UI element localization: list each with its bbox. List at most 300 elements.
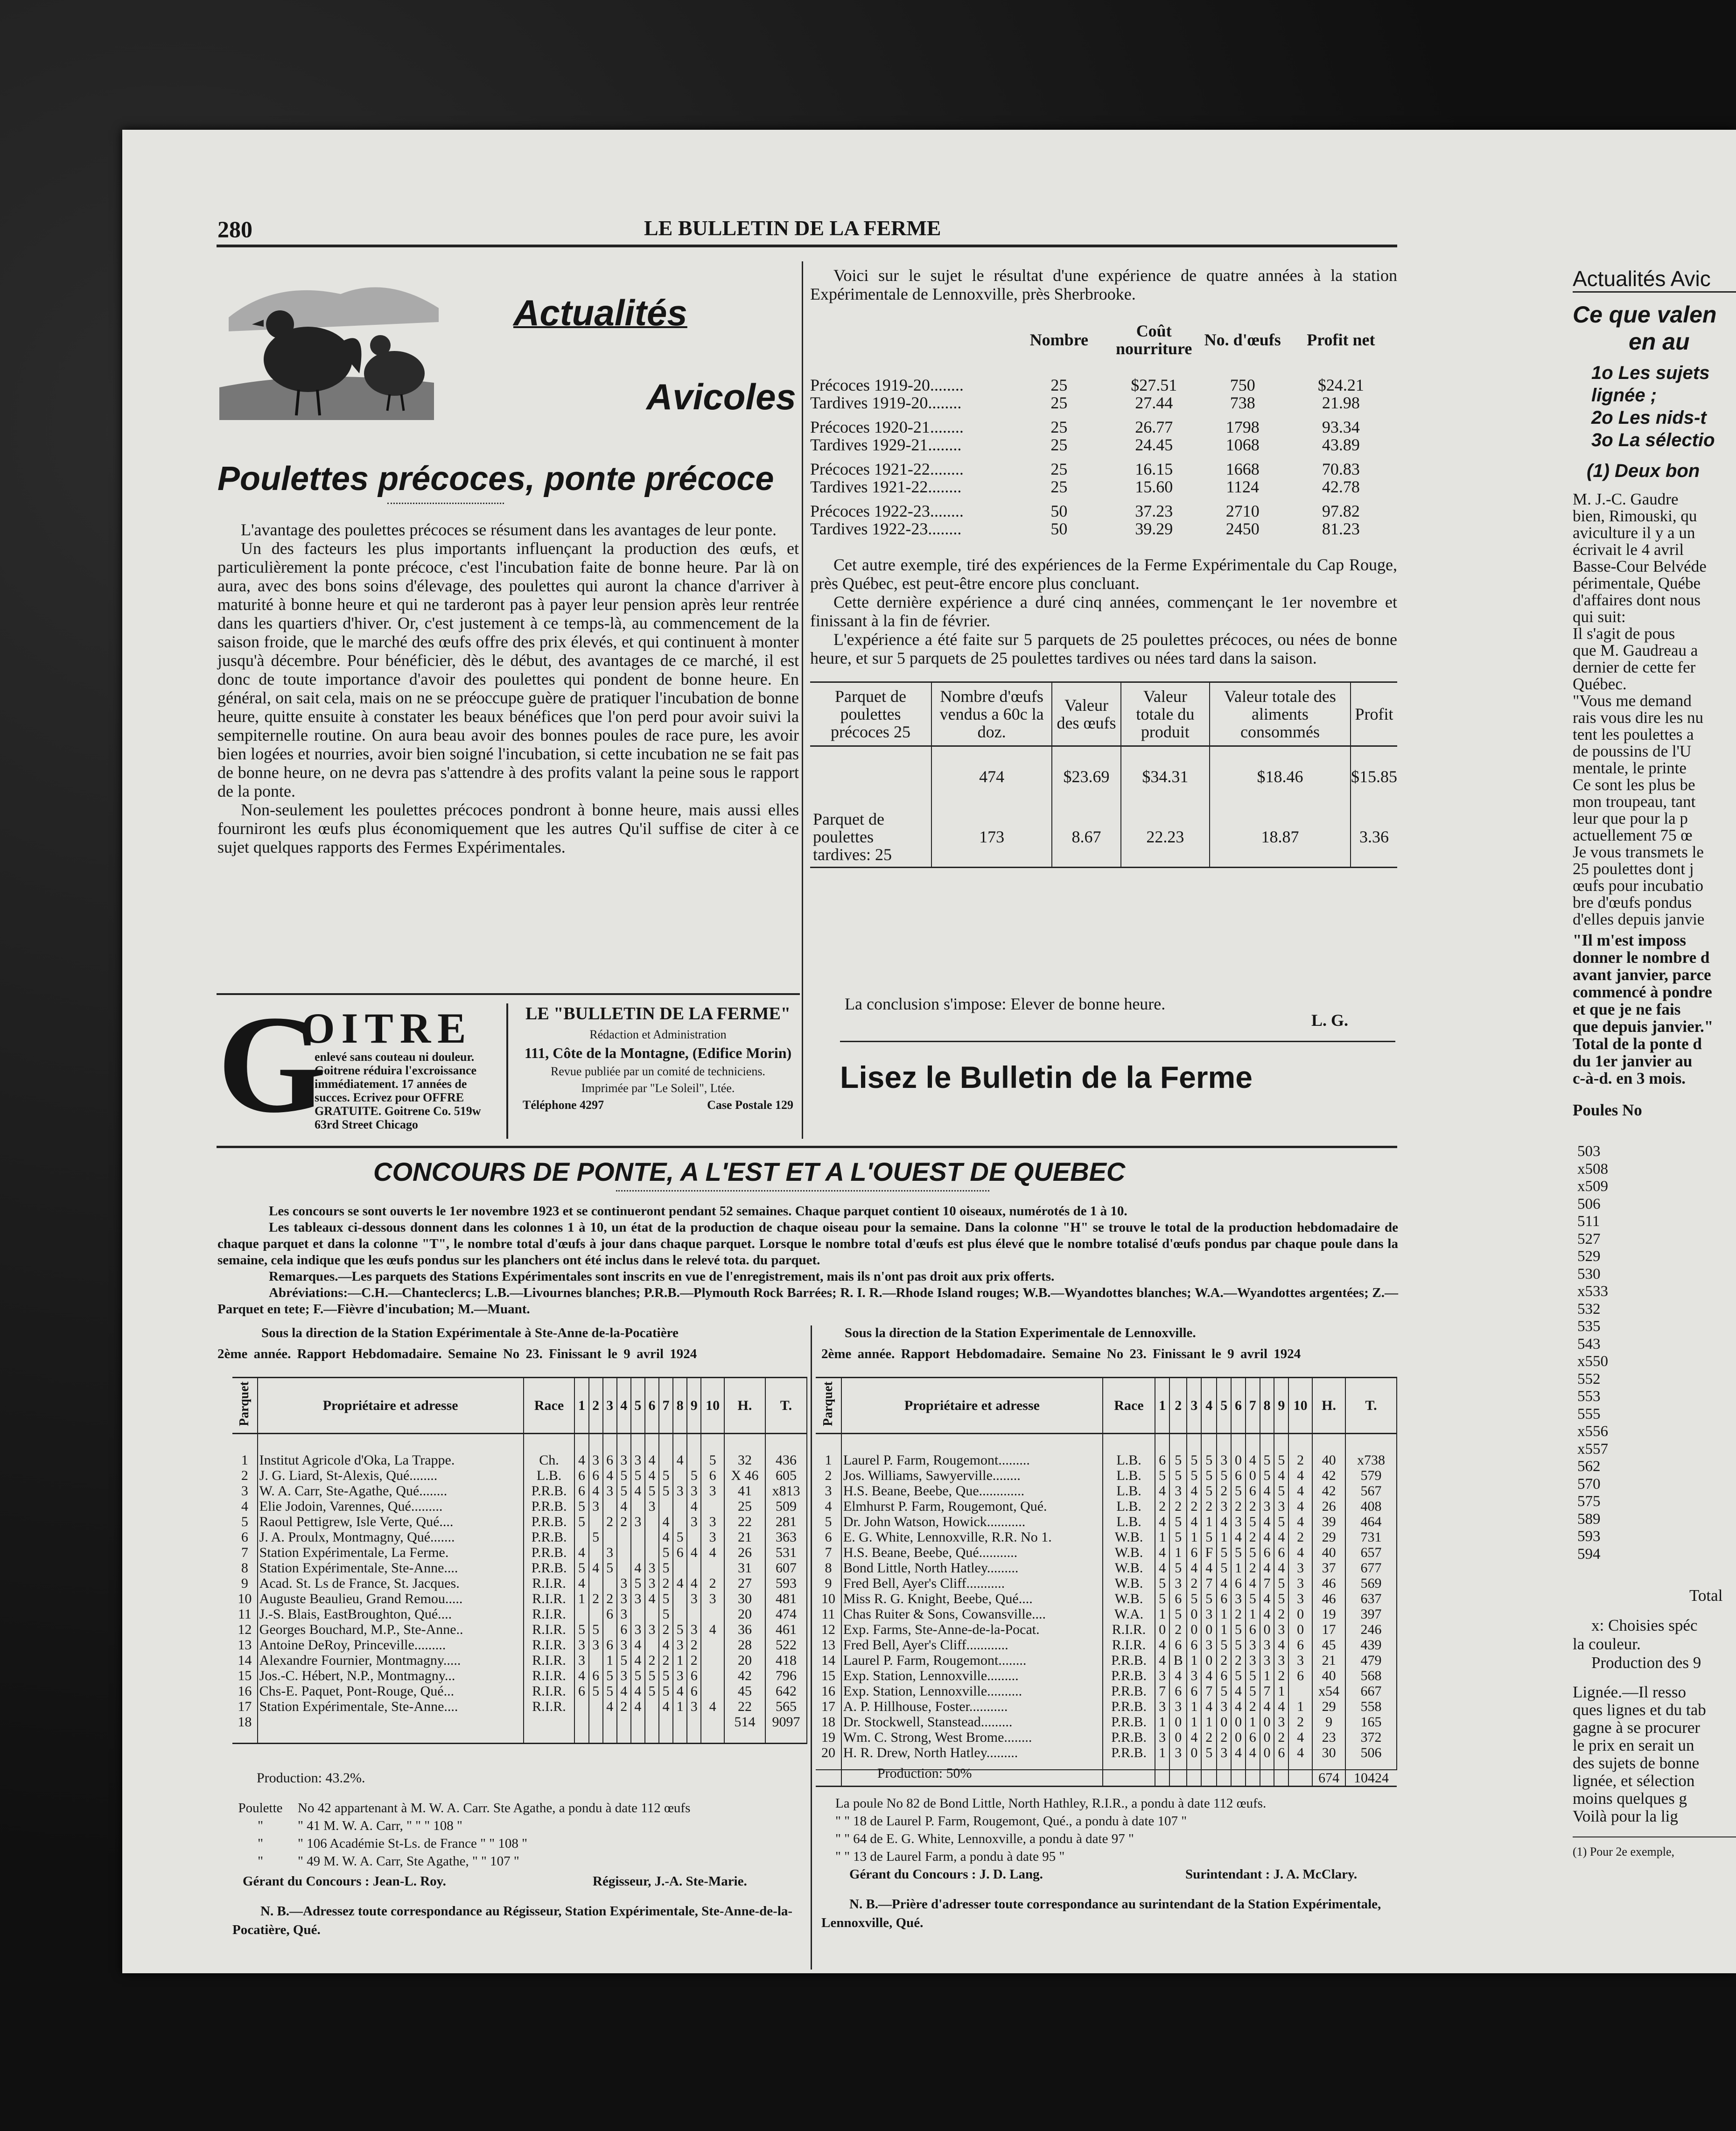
lennox-cell: Tardives 1921-22........: [810, 477, 962, 496]
adj-lignee-line: Lignée.—Il resso: [1573, 1683, 1686, 1701]
table-cell: 46: [1312, 1576, 1345, 1591]
table-cell: 2: [1217, 1730, 1231, 1745]
table-cell: 4: [631, 1483, 645, 1499]
table-row: [232, 1514, 807, 1529]
table-cell: [645, 1545, 659, 1560]
table-cell: 30: [724, 1591, 765, 1606]
table-cell: 3: [574, 1653, 588, 1668]
table-cell: 5: [1169, 1468, 1187, 1483]
table-cell: 2: [232, 1468, 258, 1483]
table-cell: 607: [765, 1560, 807, 1576]
table-cell: [258, 1714, 524, 1730]
table-row: [232, 1699, 807, 1714]
left-production: Production: 43.2%.: [257, 1770, 365, 1786]
cap-r2-c4: 18.87: [1210, 807, 1351, 868]
table-cell: 3: [1274, 1714, 1288, 1730]
adj-text-line: d'elles depuis janvie: [1573, 910, 1705, 928]
table-cell: 3: [1260, 1653, 1274, 1668]
concours-col-header: [232, 1378, 258, 1434]
lennox-cell: 738: [1230, 393, 1255, 412]
concours-spacer-cell: [659, 1434, 673, 1452]
left-semaine: 2ème année. Rapport Hebdomadaire. Semaine No 23. Finissant le 9 avril 1924: [217, 1346, 697, 1361]
table-cell: 1: [673, 1699, 687, 1714]
table-cell: 397: [1345, 1606, 1397, 1622]
adj-poule-number: 529: [1577, 1248, 1601, 1265]
lennox-cell: 750: [1230, 376, 1255, 394]
concours-col-header: T.: [765, 1378, 807, 1434]
lennox-row: [810, 502, 1397, 520]
table-cell: 4: [1260, 1560, 1274, 1576]
lennox-cell: 25: [1050, 418, 1068, 436]
table-cell: 4: [1260, 1514, 1274, 1529]
table-cell: 4: [1187, 1560, 1201, 1576]
adj-bold-line: avant janvier, parce: [1573, 966, 1711, 984]
table-cell: 0: [1169, 1714, 1187, 1730]
table-cell: 5: [631, 1576, 645, 1591]
adj-lignee: [1573, 1683, 1736, 1825]
table-cell: 5: [574, 1622, 588, 1637]
table-cell: 2: [1274, 1668, 1288, 1683]
table-cell: 6: [1187, 1637, 1201, 1653]
concours-spacer-cell: [1217, 1434, 1231, 1452]
table-row: [232, 1591, 807, 1606]
parquet-label: Parquet: [237, 1381, 252, 1426]
table-cell: 531: [765, 1545, 807, 1560]
table-cell: 0: [1288, 1606, 1312, 1622]
table-cell: [645, 1606, 659, 1622]
total-blank: [1274, 1770, 1288, 1787]
concours-spacer-cell: [1187, 1434, 1201, 1452]
header-rule: [217, 245, 1397, 247]
table-cell: 0: [1217, 1714, 1231, 1730]
concours-col-header: 4: [617, 1378, 631, 1434]
table-cell: 5: [1260, 1452, 1274, 1468]
table-cell: 7: [1201, 1576, 1217, 1591]
table-cell: 4: [1260, 1606, 1274, 1622]
table-cell: 4: [232, 1499, 258, 1514]
right-semaine: 2ème année. Rapport Hebdomadaire. Semaine No 23. Finissant le 9 avril 1924: [821, 1346, 1301, 1361]
concours-spacer-cell: [589, 1434, 603, 1452]
table-cell: 2: [617, 1514, 631, 1529]
table-cell: 6: [589, 1668, 603, 1683]
table-cell: Institut Agricole d'Oka, La Trappe.: [258, 1452, 524, 1468]
table-cell: 18: [232, 1714, 258, 1730]
adj-text-line: "Vous me demand: [1573, 692, 1692, 710]
table-row: [816, 1653, 1397, 1668]
left-concours-table: [232, 1377, 807, 1744]
masthead-address: 111, Côte de la Montagne, (Edifice Morin): [524, 1044, 792, 1061]
table-cell: 3: [617, 1576, 631, 1591]
lisez-rule: [840, 1041, 1395, 1042]
right-notes: [835, 1795, 1395, 1865]
table-cell: 4: [574, 1576, 588, 1591]
table-cell: 1: [1201, 1514, 1217, 1529]
concours-spacer-cell: [724, 1434, 765, 1452]
lennox-spacer-cell: [810, 412, 1397, 418]
table-cell: [687, 1560, 701, 1576]
table-cell: 5: [574, 1499, 588, 1514]
concours-fill-cell: [1288, 1760, 1312, 1770]
table-cell: 0: [1231, 1452, 1246, 1468]
table-cell: 5: [617, 1468, 631, 1483]
cap-r1-c4: $18.46: [1210, 746, 1351, 807]
table-row: [232, 1545, 807, 1560]
table-cell: E. G. White, Lennoxville, R.R. No 1.: [841, 1529, 1103, 1545]
lennox-cell: Précoces 1920-21........: [810, 418, 964, 436]
table-row: [816, 1452, 1397, 1468]
table-cell: A. P. Hillhouse, Foster...........: [841, 1699, 1103, 1714]
table-cell: H. R. Drew, North Hatley.........: [841, 1745, 1103, 1760]
lennox-row: [810, 460, 1397, 478]
table-cell: 4: [1260, 1591, 1274, 1606]
concours-col-header: 3: [1187, 1378, 1201, 1434]
table-cell: 474: [765, 1606, 807, 1622]
table-cell: 5: [645, 1668, 659, 1683]
table-cell: 4: [1187, 1483, 1201, 1499]
table-cell: 281: [765, 1514, 807, 1529]
concours-fill-cell: [701, 1730, 724, 1744]
adj-sub: (1) Deux bon: [1587, 461, 1700, 481]
table-cell: [687, 1714, 701, 1730]
table-cell: [617, 1560, 631, 1576]
table-cell: 2: [1246, 1529, 1260, 1545]
masthead-sub: Rédaction et Administration: [589, 1028, 727, 1041]
table-cell: 2: [1201, 1730, 1217, 1745]
table-cell: 26: [1312, 1499, 1345, 1514]
table-cell: 37: [1312, 1560, 1345, 1576]
table-cell: [603, 1714, 617, 1730]
table-cell: 2: [603, 1591, 617, 1606]
adj-text-line: bre d'œufs pondus: [1573, 893, 1692, 911]
table-cell: [589, 1606, 603, 1622]
table-cell: 1: [1155, 1606, 1169, 1622]
adj-text-line: mentale, le printe: [1573, 759, 1687, 777]
table-cell: 9: [1312, 1714, 1345, 1730]
table-cell: W. A. Carr, Ste-Agathe, Qué........: [258, 1483, 524, 1499]
concours-col-header: H.: [724, 1378, 765, 1434]
table-cell: 4: [1288, 1468, 1312, 1483]
table-cell: 5: [1201, 1468, 1217, 1483]
adj-bold-line: donner le nombre d: [1573, 948, 1710, 967]
table-cell: [574, 1529, 588, 1545]
table-cell: W.B.: [1103, 1591, 1155, 1606]
table-row: [232, 1560, 807, 1576]
table-cell: 5: [1231, 1545, 1246, 1560]
table-cell: [673, 1606, 687, 1622]
table-cell: [701, 1683, 724, 1699]
table-cell: 3: [687, 1514, 701, 1529]
table-cell: 3: [673, 1637, 687, 1653]
column-divider: [802, 261, 803, 1139]
table-row: [816, 1560, 1397, 1576]
table-cell: 0: [1288, 1622, 1312, 1637]
adj-text-line: périmentale, Québe: [1573, 574, 1701, 592]
table-cell: 3: [687, 1591, 701, 1606]
table-cell: 7: [1201, 1683, 1217, 1699]
table-row: [232, 1529, 807, 1545]
concours-col-header: 9: [1274, 1378, 1288, 1434]
table-cell: R.I.R.: [1103, 1637, 1155, 1653]
total-blank: [1217, 1770, 1231, 1787]
total-blank: [1155, 1770, 1169, 1787]
table-cell: 4: [701, 1622, 724, 1637]
table-cell: [589, 1653, 603, 1668]
hens-illustration-svg: [219, 266, 509, 420]
concours-ornament: [616, 1190, 989, 1192]
table-cell: 2: [1187, 1576, 1201, 1591]
concours-spacer-cell: [1274, 1434, 1288, 1452]
table-cell: 42: [1312, 1483, 1345, 1499]
table-row: [816, 1745, 1397, 1760]
concours-fill-cell: [1155, 1760, 1169, 1770]
table-cell: 13: [816, 1637, 841, 1653]
adj-poule-number: 535: [1577, 1318, 1601, 1335]
table-cell: H.S. Beane, Beebe, Que.............: [841, 1483, 1103, 1499]
table-cell: 4: [645, 1591, 659, 1606]
table-cell: 3: [1217, 1745, 1231, 1760]
note-label: Poulette: [238, 1801, 283, 1816]
table-cell: Exp. Station, Lennoxville.........: [841, 1668, 1103, 1683]
conclusion: La conclusion s'impose: Elever de bonne heure.: [845, 995, 1166, 1013]
table-cell: 42: [724, 1668, 765, 1683]
table-cell: 7: [232, 1545, 258, 1560]
table-row: [816, 1483, 1397, 1499]
table-cell: R.I.R.: [524, 1591, 575, 1606]
table-cell: R.I.R.: [524, 1668, 575, 1683]
table-cell: x738: [1345, 1452, 1397, 1468]
table-row: [232, 1483, 807, 1499]
cap-row-tardives: [810, 807, 1397, 868]
cap-head-row: [810, 682, 1397, 746]
lennox-cell: $24.21: [1317, 376, 1364, 394]
table-cell: 4: [673, 1452, 687, 1468]
table-cell: J. A. Proulx, Montmagny, Qué.......: [258, 1529, 524, 1545]
table-cell: 29: [1312, 1529, 1345, 1545]
table-cell: 4: [687, 1499, 701, 1514]
cap-r2-c5: 3.36: [1359, 827, 1389, 846]
concours-col-header: Propriétaire et adresse: [258, 1378, 524, 1434]
heading-avicoles: Avicoles: [646, 376, 796, 417]
table-cell: 3: [617, 1591, 631, 1606]
table-cell: 22: [724, 1699, 765, 1714]
parquet-label: Parquet: [820, 1381, 835, 1426]
table-cell: 6: [1169, 1591, 1187, 1606]
lennox-col-profit: Profit net: [1307, 330, 1375, 349]
table-cell: 2: [1288, 1714, 1312, 1730]
lennox-row: [810, 418, 1397, 436]
table-cell: Station Expérimentale, La Ferme.: [258, 1545, 524, 1560]
table-cell: 5: [816, 1514, 841, 1529]
table-cell: 7: [816, 1545, 841, 1560]
table-cell: 3: [687, 1622, 701, 1637]
table-cell: J.-S. Blais, EastBroughton, Qué....: [258, 1606, 524, 1622]
table-cell: W.B.: [1103, 1545, 1155, 1560]
table-cell: 3: [1155, 1730, 1169, 1745]
table-cell: x54: [1312, 1683, 1345, 1699]
table-cell: 3: [1169, 1483, 1187, 1499]
table-cell: Exp. Station, Lennoxville..........: [841, 1683, 1103, 1699]
concours-col-header: 5: [631, 1378, 645, 1434]
table-cell: [603, 1576, 617, 1591]
table-cell: 20: [724, 1653, 765, 1668]
lennox-cell: 43.89: [1322, 435, 1360, 454]
lennox-cell: 27.44: [1135, 393, 1173, 412]
concours-col-header: 6: [1231, 1378, 1246, 1434]
table-cell: R.I.R.: [1103, 1622, 1155, 1637]
lennox-cell: 97.82: [1322, 502, 1360, 520]
table-cell: 5: [1169, 1514, 1187, 1529]
adj-lignee-line: Voilà pour la lig: [1573, 1807, 1678, 1825]
adjacent-page: [1573, 266, 1736, 1900]
table-cell: 42: [1312, 1468, 1345, 1483]
table-cell: 0: [1187, 1622, 1201, 1637]
adj-text-line: que M. Gaudreau a: [1573, 641, 1698, 659]
concours-fill-cell: [603, 1730, 617, 1744]
adj-nums: [1573, 1143, 1736, 1563]
table-cell: 4: [631, 1699, 645, 1714]
table-cell: 6: [603, 1452, 617, 1468]
concours-fill-cell: [673, 1730, 687, 1744]
concours-spacer-cell: [574, 1434, 588, 1452]
table-cell: 0: [1260, 1714, 1274, 1730]
adj-bold-line: "Il m'est imposs: [1573, 931, 1687, 949]
table-cell: [687, 1606, 701, 1622]
concours-spacer-cell: [232, 1434, 258, 1452]
table-cell: 3: [645, 1560, 659, 1576]
table-cell: 1: [1187, 1714, 1201, 1730]
table-row: [816, 1699, 1397, 1714]
table-cell: 2: [701, 1576, 724, 1591]
cap-r2-c0: Parquet de poulettes tardives: 25: [810, 807, 931, 868]
table-cell: 3: [603, 1545, 617, 1560]
left-nb: N. B.—Adressez toute correspondance au Régisseur, Station Expérimentale, Ste-Anne-de-la-Pocatière, Qué.: [232, 1904, 793, 1937]
table-cell: 4: [645, 1468, 659, 1483]
adj-poule-number: x508: [1577, 1160, 1608, 1178]
right-concours-table: [816, 1377, 1397, 1787]
table-cell: 1: [1274, 1683, 1288, 1699]
table-cell: 4: [1246, 1452, 1260, 1468]
table-cell: R.I.R.: [524, 1683, 575, 1699]
left-gerant: Gérant du Concours : Jean-L. Roy.: [243, 1874, 446, 1889]
table-cell: 4: [687, 1576, 701, 1591]
concours-spacer-cell: [524, 1434, 575, 1452]
adj-poule-number: x557: [1577, 1440, 1608, 1458]
article-body: [217, 520, 799, 856]
lennox-cell: 25: [1050, 460, 1068, 478]
table-row: [232, 1683, 807, 1699]
table-cell: 2: [1274, 1730, 1288, 1745]
concours-fill-cell: [687, 1730, 701, 1744]
table-cell: 637: [1345, 1591, 1397, 1606]
table-cell: 2: [659, 1576, 673, 1591]
adj-poule-number: 562: [1577, 1458, 1601, 1475]
table-cell: [659, 1452, 673, 1468]
table-cell: 5: [687, 1468, 701, 1483]
table-cell: 4: [1155, 1514, 1169, 1529]
table-cell: 6: [1274, 1545, 1288, 1560]
adj-text-line: Il s'agit de pous: [1573, 624, 1675, 643]
table-cell: 5: [1231, 1637, 1246, 1653]
table-cell: Jos.-C. Hébert, N.P., Montmagny...: [258, 1668, 524, 1683]
table-cell: 4: [1274, 1468, 1288, 1483]
table-cell: Fred Bell, Ayer's Cliff............: [841, 1637, 1103, 1653]
table-cell: 17: [1312, 1622, 1345, 1637]
adj-bold-line: Total de la ponte d: [1573, 1035, 1702, 1053]
table-cell: W.B.: [1103, 1576, 1155, 1591]
cap-r1-c2: $23.69: [1052, 746, 1121, 807]
table-cell: 506: [1345, 1745, 1397, 1760]
table-cell: 4: [1274, 1699, 1288, 1714]
lennox-row: [810, 376, 1397, 394]
table-cell: 2: [659, 1622, 673, 1637]
table-cell: 1: [1260, 1668, 1274, 1683]
table-cell: 2: [1288, 1452, 1312, 1468]
table-cell: 3: [1155, 1668, 1169, 1683]
table-cell: 11: [816, 1606, 841, 1622]
cap-r1-c0: [810, 746, 931, 807]
table-cell: [603, 1529, 617, 1545]
table-cell: 5: [1217, 1468, 1231, 1483]
table-cell: [701, 1653, 724, 1668]
table-cell: 5: [659, 1545, 673, 1560]
table-cell: 4: [659, 1529, 673, 1545]
masthead-line2: Imprimée par "Le Soleil", Ltée.: [581, 1081, 735, 1095]
table-cell: 1: [574, 1591, 588, 1606]
table-cell: 1: [1231, 1560, 1246, 1576]
right-total-t: 10424: [1354, 1770, 1389, 1786]
table-cell: Station Expérimentale, Ste-Anne....: [258, 1699, 524, 1714]
right-gerant: Gérant du Concours : J. D. Lang.: [849, 1867, 1043, 1882]
table-cell: 5: [631, 1668, 645, 1683]
masthead-line1: Revue publiée par un comité de techniciens.: [551, 1065, 765, 1078]
table-cell: X 46: [724, 1468, 765, 1483]
table-cell: 29: [1312, 1699, 1345, 1714]
lennox-cell: 37.23: [1135, 502, 1173, 520]
table-cell: 1: [1187, 1699, 1201, 1714]
table-cell: 5: [589, 1683, 603, 1699]
adj-text-line: mon troupeau, tant: [1573, 792, 1696, 811]
concours-fill-cell: [589, 1730, 603, 1744]
concours-head-row: [816, 1378, 1397, 1434]
lennoxville-table: [810, 322, 1397, 538]
table-cell: P.R.B.: [524, 1514, 575, 1529]
concours-col-header: 7: [1246, 1378, 1260, 1434]
table-cell: 0: [1260, 1745, 1274, 1760]
table-cell: 4: [1246, 1745, 1260, 1760]
table-cell: 3: [1288, 1591, 1312, 1606]
table-cell: 796: [765, 1668, 807, 1683]
adj-text-line: actuellement 75 œ: [1573, 826, 1693, 844]
table-cell: 4: [673, 1576, 687, 1591]
table-cell: L.B.: [524, 1468, 575, 1483]
table-cell: 5: [1187, 1452, 1201, 1468]
adj-bold-line: que depuis janvier.": [1573, 1017, 1714, 1036]
table-cell: 5: [1217, 1683, 1231, 1699]
note-label: ": [258, 1854, 263, 1869]
table-cell: 3: [1169, 1699, 1187, 1714]
adj-poule-number: 532: [1577, 1300, 1601, 1318]
table-cell: 1: [1246, 1606, 1260, 1622]
lennox-cell: 2710: [1225, 502, 1260, 520]
adj-poule-number: 506: [1577, 1195, 1601, 1213]
table-cell: 5: [1231, 1668, 1246, 1683]
table-cell: Chas Ruiter & Sons, Cowansville....: [841, 1606, 1103, 1622]
table-cell: 3: [1169, 1745, 1187, 1760]
table-cell: 40: [1312, 1452, 1345, 1468]
adj-lines: [1573, 491, 1736, 928]
lennox-cell: 25: [1050, 477, 1068, 496]
table-cell: 642: [765, 1683, 807, 1699]
